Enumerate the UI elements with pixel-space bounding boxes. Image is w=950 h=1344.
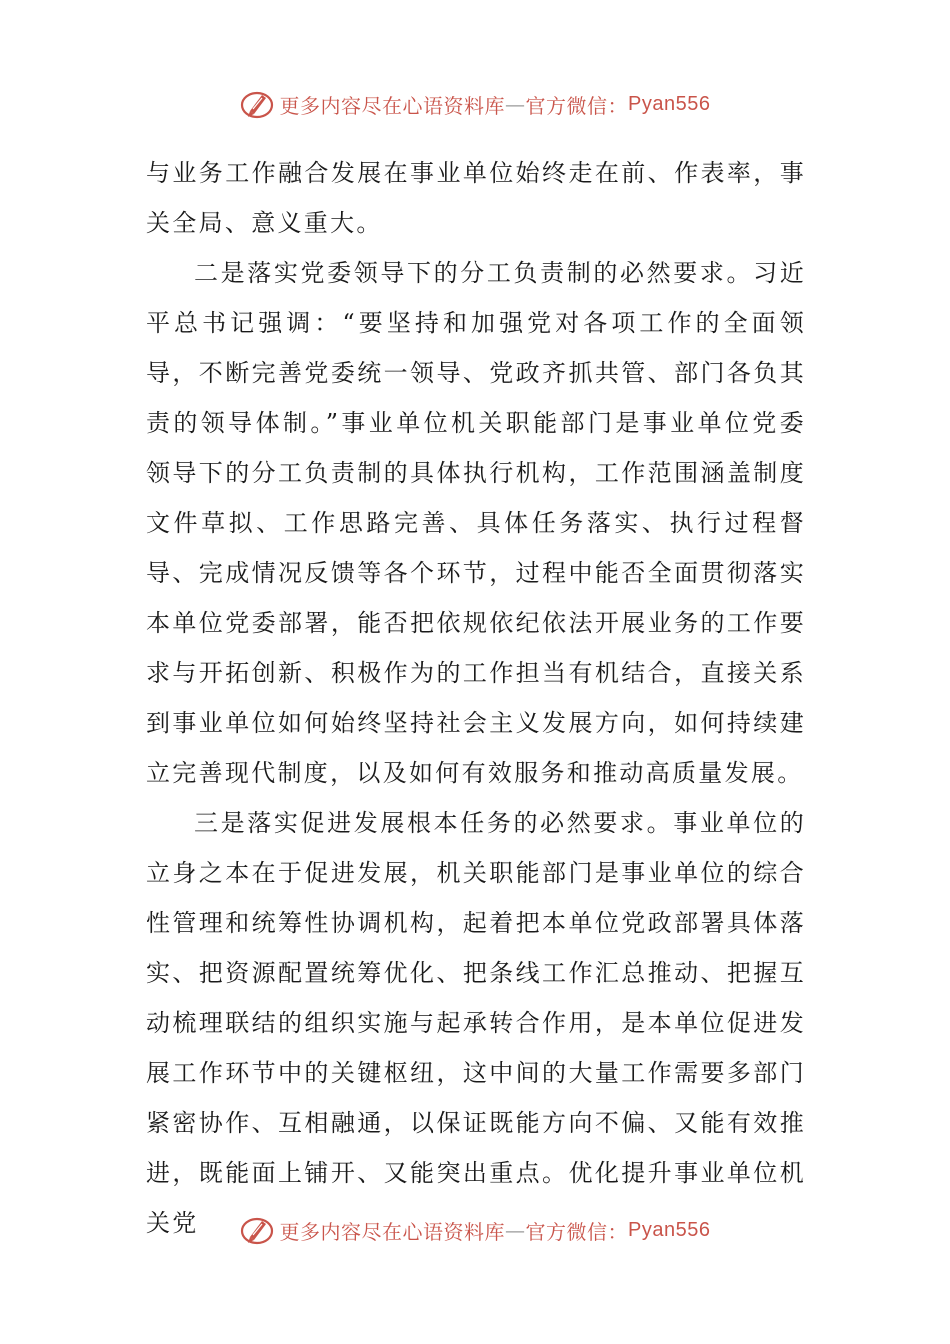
watermark-wechat-label: 官方微信： [525, 1219, 629, 1244]
watermark-separator: — [505, 1218, 526, 1242]
pen-nib-logo-icon [240, 1213, 274, 1247]
watermark-wechat-id: Pyan556 [628, 92, 711, 115]
pen-nib-logo-icon [240, 87, 274, 121]
paragraph-1: 与业务工作融合发展在事业单位始终走在前、作表率，事关全局、意义重大。 [146, 159, 806, 237]
paragraph-2: 二是落实党委领导下的分工负责制的必然要求。习近平总书记强调：“要坚持和加强党对各项工作的全面领导，不断完善党委统一领导、党政齐抓共管、部门各负其责的领导体制。”事业单位机关职能部门是事业单位党委领导下的分工负责制的具体执行机构，工作范围涵盖制度文件草拟、工作思路完善、具体任务落实、执行过程督导、完成情况反馈等各个环节，过程中能否全面贯彻落实本单位党委部署，能否把依规依纪依法开展业务的工作要求与开拓创新、积极作为的工作担当有机结合，直接关系到事业单位如何始终坚持社会主义发展方向，如何持续建立完善现代制度，以及如何有效服务和推动高质量发展。 [146, 259, 806, 787]
watermark-main-text: 更多内容尽在心语资料库 [279, 93, 506, 118]
document-body [146, 148, 806, 1248]
watermark-wechat-id: Pyan556 [628, 1218, 711, 1241]
watermark-separator: — [505, 92, 526, 116]
footer-watermark [0, 1210, 950, 1250]
header-watermark [0, 84, 950, 124]
watermark-wechat-label: 官方微信： [525, 93, 629, 118]
watermark-main-text: 更多内容尽在心语资料库 [279, 1219, 506, 1244]
paragraph-3: 三是落实促进发展根本任务的必然要求。事业单位的立身之本在于促进发展，机关职能部门是事业单位的综合性管理和统筹性协调机构，起着把本单位党政部署具体落实、把资源配置统筹优化、把条线工作汇总推动、把握互动梳理联结的组织实施与起承转合作用，是本单位促进发展工作环节中的关键枢纽，这中间的大量工作需要多部门紧密协作、互相融通，以保证既能方向不偏、又能有效推进，既能面上铺开、又能突出重点。优化提升事业单位机关党 [146, 809, 806, 1237]
